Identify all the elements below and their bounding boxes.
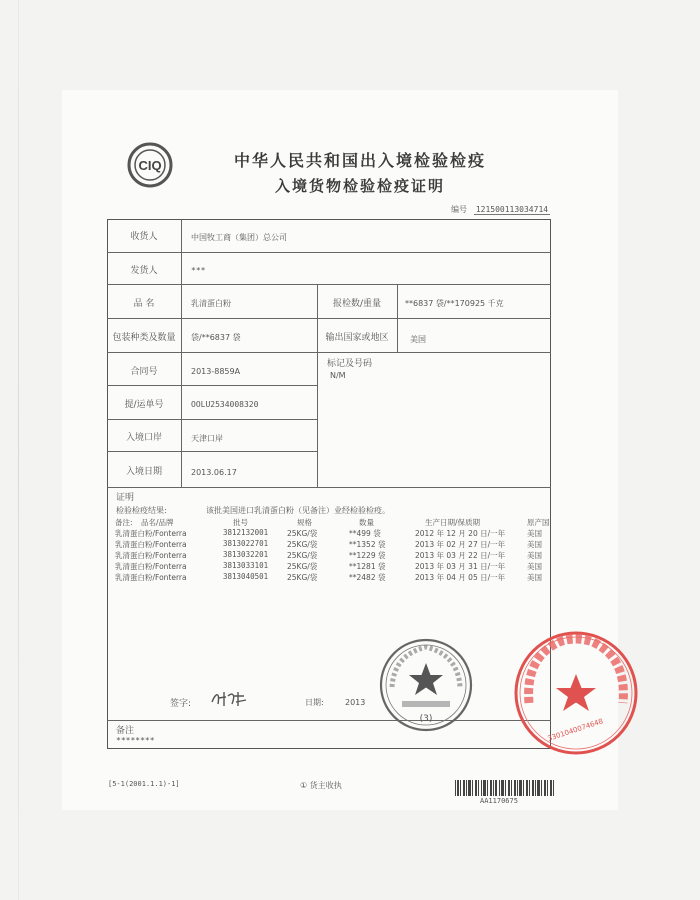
- remarks-label: 备注: [116, 726, 135, 736]
- table-cell: 25KG/袋: [287, 529, 318, 538]
- bill-of-lading-value: OOLU2534008320: [191, 400, 259, 409]
- quantity-label: 报检数/重量: [332, 299, 382, 309]
- table-cell: 25KG/袋: [287, 562, 318, 571]
- logo-text: CIQ: [138, 158, 162, 173]
- table-cell: 3813040501: [223, 572, 269, 581]
- contract-value: 2013-8859A: [191, 367, 241, 376]
- contract-label: 合同号: [130, 367, 158, 377]
- official-inspection-seal: [376, 635, 476, 735]
- row-divider: [107, 419, 317, 420]
- barcode: [455, 780, 555, 796]
- table-cell: 25KG/袋: [287, 540, 318, 549]
- table-cell: 美国: [527, 529, 542, 538]
- row-divider: [107, 252, 551, 253]
- packaging-value: 袋/**6837 袋: [191, 333, 241, 342]
- table-cell: 25KG/袋: [287, 551, 318, 560]
- remarks-value: ********: [116, 736, 155, 745]
- col-header-origin: 原产国: [527, 518, 550, 527]
- entry-port-label: 入境口岸: [125, 433, 162, 443]
- packaging-label: 包装种类及数量: [112, 333, 176, 343]
- consignee-label: 收货人: [130, 232, 158, 242]
- product-name-value: 乳清蛋白粉: [191, 299, 231, 308]
- table-cell: 2013 年 02 月 27 日/一年: [415, 540, 506, 549]
- entry-port-value: 天津口岸: [191, 434, 223, 443]
- table-cell: 3813033101: [223, 561, 269, 570]
- quantity-value: **6837 袋/**170925 千克: [405, 299, 504, 308]
- table-cell: 25KG/袋: [287, 573, 318, 582]
- inspection-result-label: 检验检疫结果:: [116, 506, 167, 515]
- consignor-value: ***: [191, 266, 206, 275]
- row-divider: [107, 318, 551, 319]
- table-cell: **1352 袋: [349, 540, 386, 549]
- table-cell: 2012 年 12 月 20 日/一年: [415, 529, 506, 538]
- table-cell: 美国: [527, 562, 542, 571]
- bill-of-lading-label: 提/运单号: [124, 400, 164, 410]
- col-header-batch: 批号: [233, 518, 248, 527]
- col-header-quantity: 数量: [359, 518, 374, 527]
- table-cell: **2482 袋: [349, 573, 386, 582]
- row-divider: [107, 284, 551, 285]
- table-cell: 3813022701: [223, 539, 269, 548]
- col-header-prod-date: 生产日期/保质期: [425, 518, 481, 527]
- column-divider: [397, 284, 398, 352]
- document-subtitle: 入境货物检验检疫证明: [274, 177, 445, 195]
- remark-prefix: 备注:: [115, 518, 133, 527]
- table-cell: **1229 袋: [349, 551, 386, 560]
- marks-value: N/M: [330, 371, 346, 380]
- col-header-spec: 规格: [297, 518, 312, 527]
- table-cell: 3813032201: [223, 550, 269, 559]
- company-seal: [511, 628, 641, 758]
- table-cell: **499 袋: [349, 529, 381, 538]
- table-cell: 乳清蛋白粉/Fonterra: [115, 540, 187, 549]
- signature-date-value: 2013: [345, 698, 366, 707]
- company-seal-code: 3301040074648: [546, 717, 605, 743]
- inspection-result-text: 该批美国进口乳清蛋白粉（见备注）业经检验检疫。: [206, 506, 390, 515]
- row-divider: [107, 487, 551, 488]
- certificate-number-value: 121500113034714: [475, 205, 549, 214]
- row-divider: [107, 385, 317, 386]
- certificate-number: [451, 204, 550, 215]
- row-divider: [107, 352, 551, 353]
- origin-label: 输出国家或地区: [325, 333, 389, 343]
- form-code: [5-1(2001.1.1)-1]: [108, 780, 180, 788]
- marks-label: 标记及号码: [327, 359, 373, 369]
- product-name-label: 品 名: [133, 299, 155, 309]
- row-divider: [107, 720, 551, 721]
- handwritten-signature: [210, 688, 250, 710]
- table-cell: 美国: [527, 540, 542, 549]
- table-cell: 乳清蛋白粉/Fonterra: [115, 529, 187, 538]
- signature-date-label: 日期:: [305, 698, 324, 707]
- barcode-number: AA1170675: [480, 797, 518, 805]
- consignee-value: 中国牧工商（集团）总公司: [191, 233, 287, 242]
- table-cell: 2013 年 04 月 05 日/一年: [415, 573, 506, 582]
- table-cell: 3812132001: [223, 528, 269, 537]
- table-cell: 美国: [527, 573, 542, 582]
- scan-edge: [18, 0, 19, 900]
- column-divider: [317, 284, 318, 487]
- row-divider: [107, 451, 317, 452]
- certificate-number-label: 编号: [451, 205, 467, 214]
- table-cell: 乳清蛋白粉/Fonterra: [115, 573, 187, 582]
- table-cell: 2013 年 03 月 31 日/一年: [415, 562, 506, 571]
- column-divider: [181, 219, 182, 487]
- signature-label: 签字:: [170, 699, 192, 709]
- copy-holder-label: ① 货主收执: [300, 781, 342, 790]
- document-title: 中华人民共和国出入境检验检疫: [233, 151, 486, 170]
- entry-date-label: 入境日期: [125, 467, 162, 477]
- consignor-label: 发货人: [130, 266, 158, 276]
- table-cell: 美国: [527, 551, 542, 560]
- official-seal-number: (3): [419, 714, 433, 724]
- table-cell: 乳清蛋白粉/Fonterra: [115, 551, 187, 560]
- certification-label: 证明: [116, 493, 135, 503]
- table-cell: **1281 袋: [349, 562, 386, 571]
- entry-date-value: 2013.06.17: [191, 468, 237, 477]
- table-cell: 2013 年 03 月 22 日/一年: [415, 551, 506, 560]
- table-cell: 乳清蛋白粉/Fonterra: [115, 562, 187, 571]
- origin-value: 美国: [410, 335, 426, 344]
- col-header-product: 品名/品牌: [141, 518, 174, 527]
